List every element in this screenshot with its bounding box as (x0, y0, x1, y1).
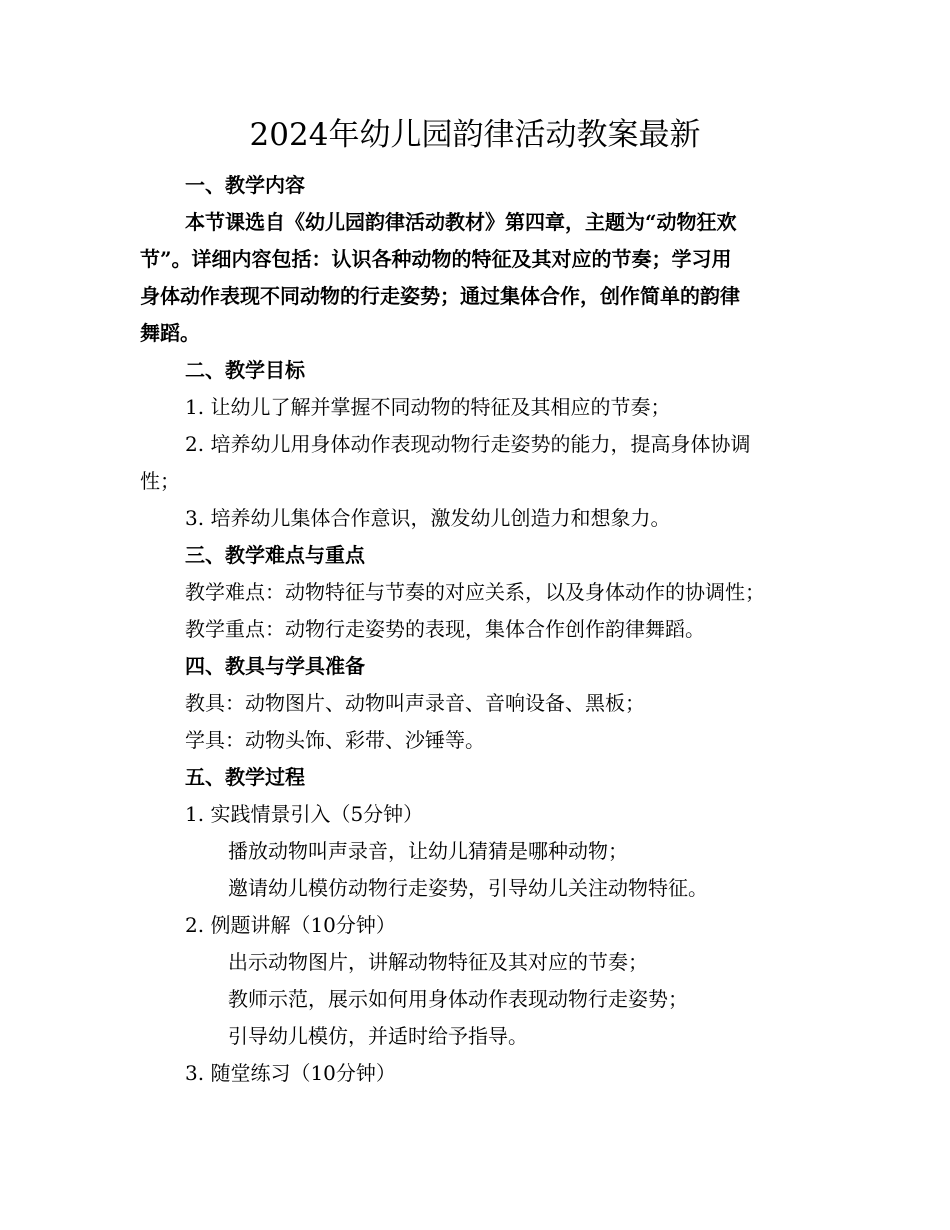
process-step-detail: 邀请幼儿模仿动物行走姿势，引导幼儿关注动物特征。 (228, 876, 708, 900)
process-step-detail: 出示动物图片，讲解动物特征及其对应的节奏； (228, 950, 648, 974)
section-heading-content: 一、教学内容 (185, 173, 305, 197)
content-paragraph-line: 舞蹈。 (140, 321, 200, 345)
section-heading-process: 五、教学过程 (185, 765, 305, 789)
process-step-detail: 引导幼儿模仿，并适时给予指导。 (228, 1024, 528, 1048)
section-heading-difficulty: 三、教学难点与重点 (185, 543, 365, 567)
process-step-detail: 播放动物叫声录音，让幼儿猜猜是哪种动物； (228, 839, 628, 863)
process-step-label: 2. 例题讲解（10分钟） (185, 913, 396, 937)
goal-item-continuation: 性； (140, 469, 180, 493)
content-paragraph-line: 身体动作表现不同动物的行走姿势；通过集体合作，创作简单的韵律 (140, 284, 740, 308)
section-heading-materials: 四、教具与学具准备 (185, 654, 365, 678)
content-paragraph-line: 节”。详细内容包括：认识各种动物的特征及其对应的节奏；学习用 (140, 247, 732, 271)
difficulty-line: 教学难点：动物特征与节奏的对应关系，以及身体动作的协调性； (185, 580, 765, 604)
section-heading-goals: 二、教学目标 (185, 358, 305, 382)
teaching-aids-line: 教具：动物图片、动物叫声录音、音响设备、黑板； (185, 691, 645, 715)
process-step-label: 3. 随堂练习（10分钟） (185, 1061, 396, 1085)
focus-line: 教学重点：动物行走姿势的表现，集体合作创作韵律舞蹈。 (185, 617, 705, 641)
process-step-detail: 教师示范，展示如何用身体动作表现动物行走姿势； (228, 987, 688, 1011)
goal-item: 2. 培养幼儿用身体动作表现动物行走姿势的能力，提高身体协调 (185, 432, 751, 456)
goal-item: 3. 培养幼儿集体合作意识，激发幼儿创造力和想象力。 (185, 506, 671, 530)
student-aids-line: 学具：动物头饰、彩带、沙锤等。 (185, 728, 485, 752)
goal-item: 1. 让幼儿了解并掌握不同动物的特征及其相应的节奏； (185, 395, 671, 419)
content-paragraph-line: 本节课选自《幼儿园韵律活动教材》第四章，主题为“动物狂欢 (185, 210, 737, 234)
document-title: 2024年幼儿园韵律活动教案最新 (249, 117, 701, 153)
process-step-label: 1. 实践情景引入（5分钟） (185, 802, 424, 826)
